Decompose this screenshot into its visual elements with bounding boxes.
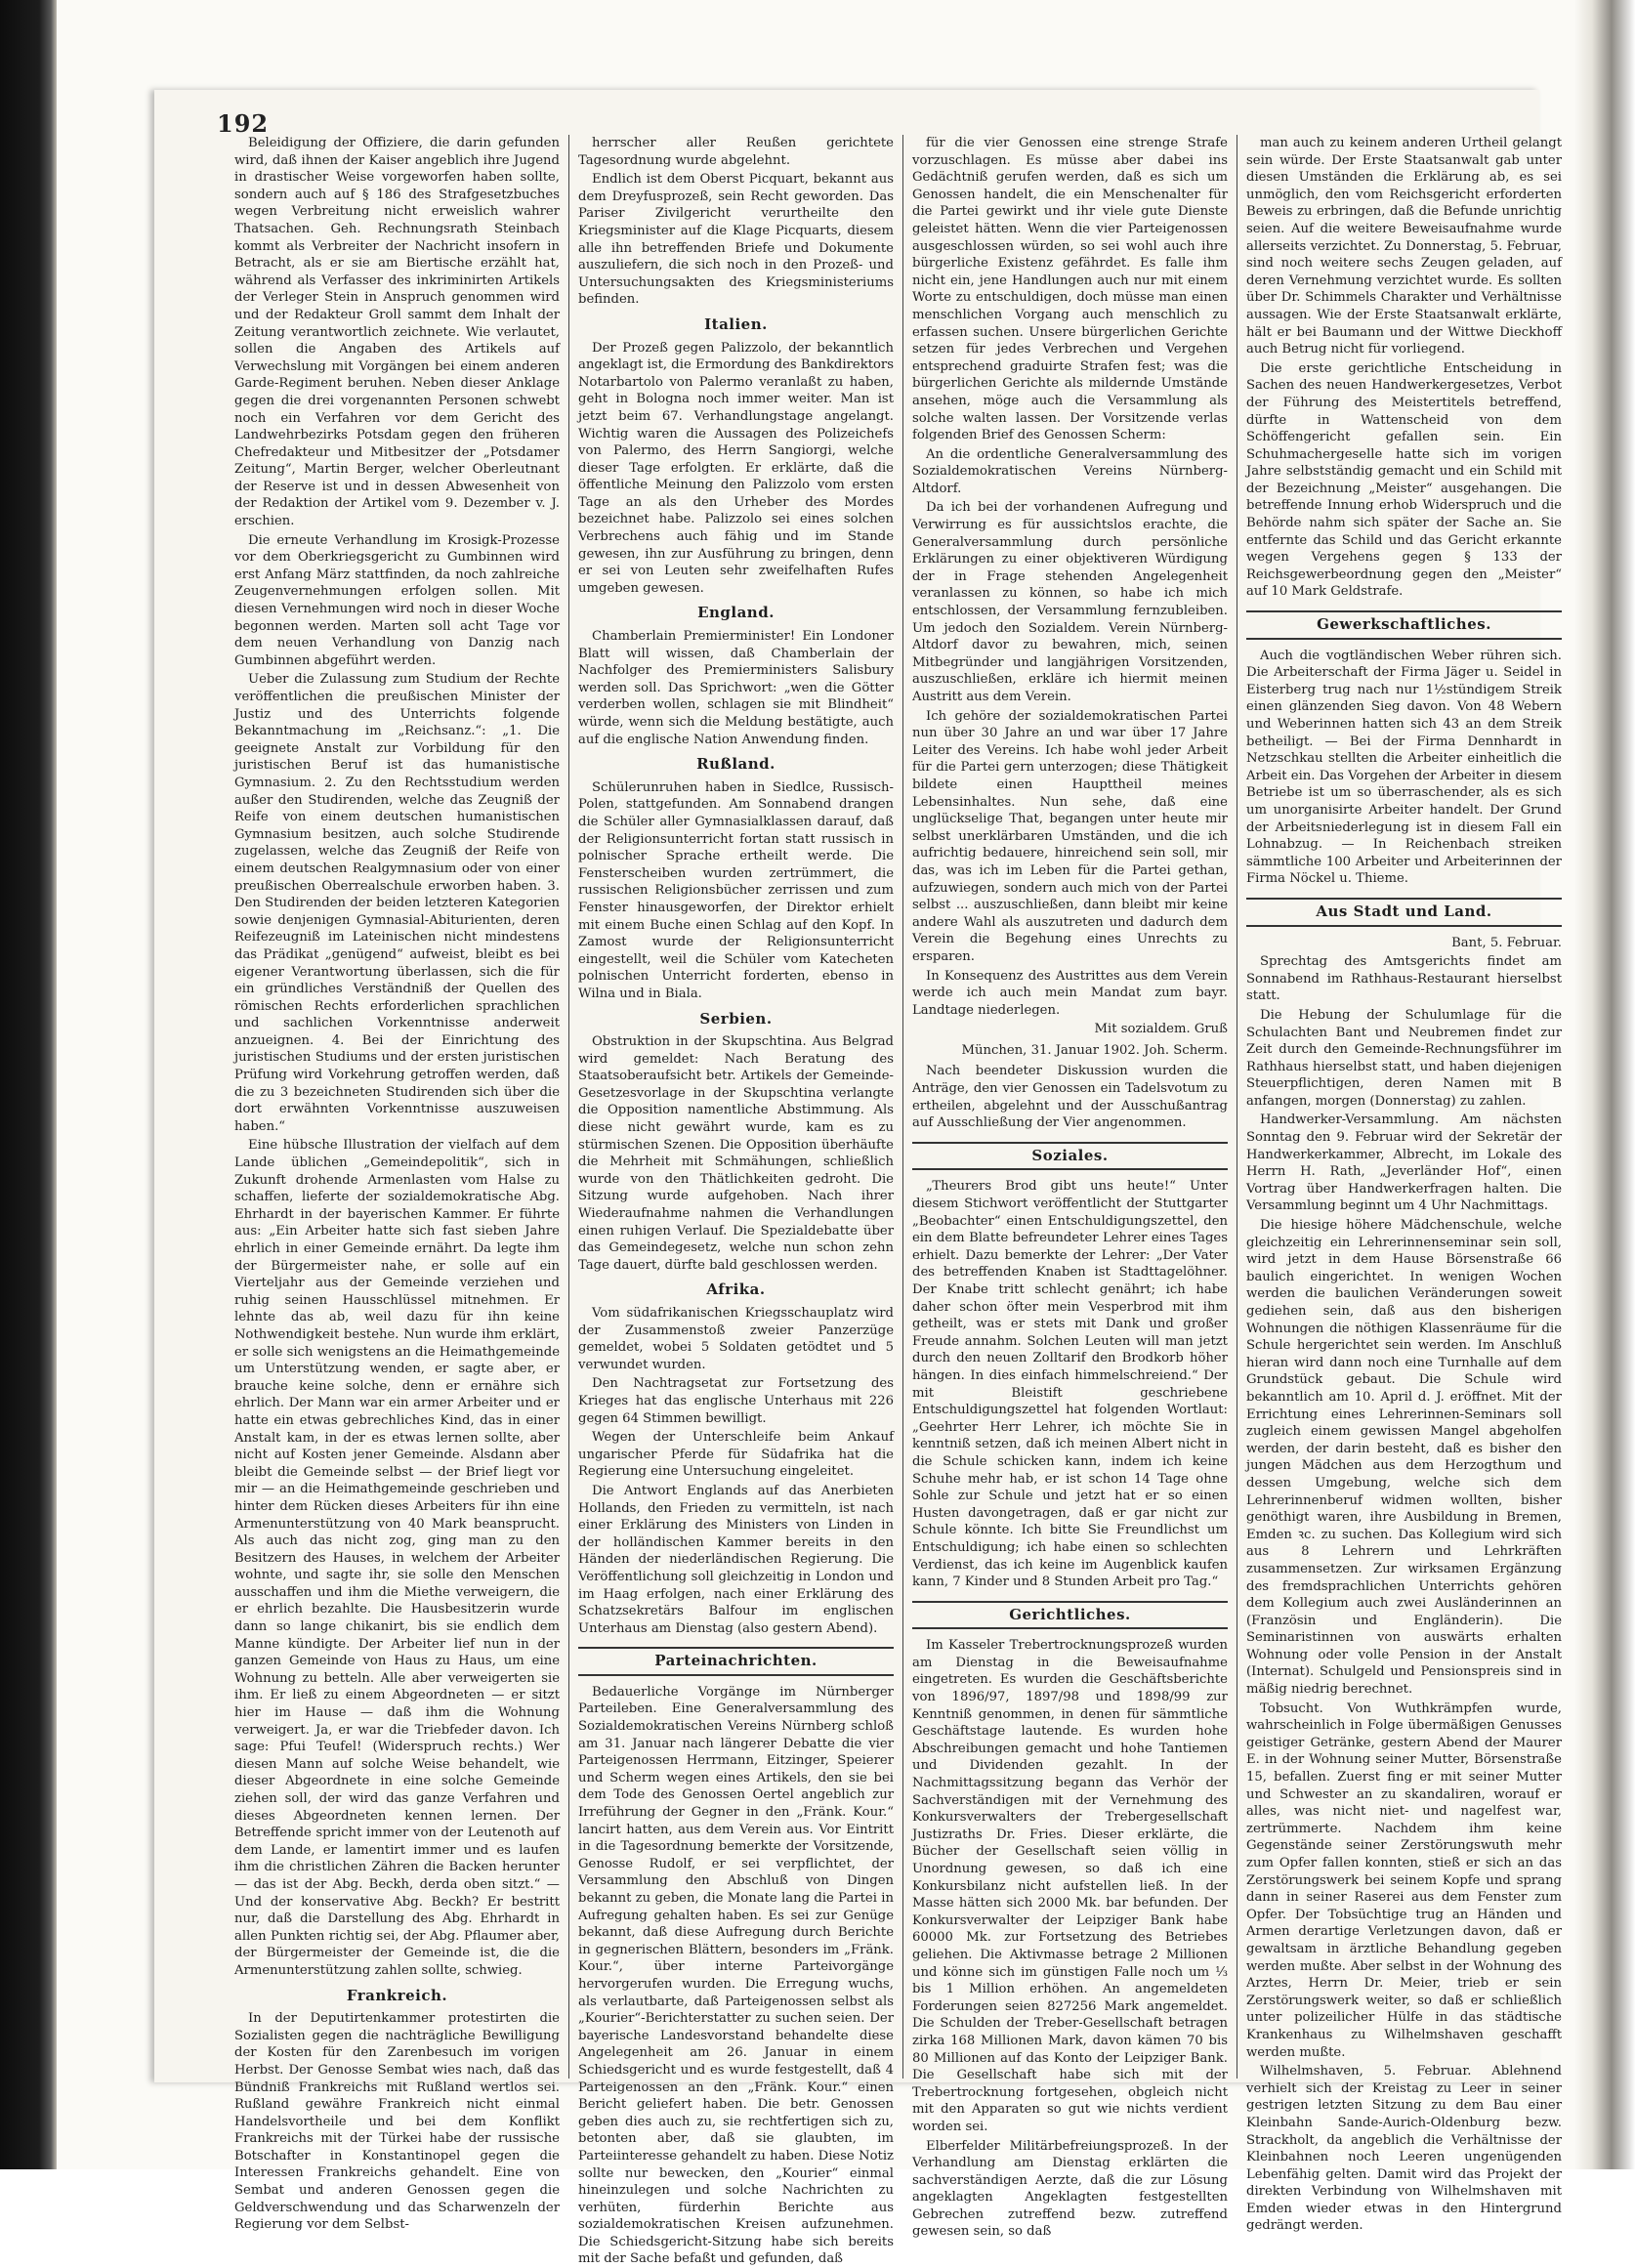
dateline: Bant, 5. Februar. (1451, 935, 1562, 950)
article-paragraph: Die Antwort Englands auf das Anerbieten Hollands, den Frieden zu vermitteln, ist nach einer Erklärung des Ministers von Linden in der holländischen Kammer bereits in den Händen der niederländischen Regierung. Die Veröffentlichung soll gleichzeitig in London und im Haag erfolgen, nach einer Erklärung des Schatzsekretärs Balfour im englischen Unterhaus am Dienstag (also gestern Abend). (578, 1483, 894, 1636)
text-columns (234, 135, 1571, 2267)
article-paragraph: An die ordentliche Generalversammlung des Sozialdemokratischen Vereins Nürnberg-Altdorf. (912, 446, 1228, 496)
article-paragraph: Der Prozeß gegen Palizzolo, der bekanntlich angeklagt ist, die Ermordung des Bankdirektors Notarbartolo von Palermo veranlaßt zu haben, geht in Bologna noch immer weiter. Man ist jetzt beim 67. Verhandlungstage angelangt. Wichtig waren die Aussagen des Polizeichefs von Palermo, des Herrn Sangiorgi, welche dieser Tage erfolgten. Er erklärte, daß die öffentliche Meinung den Palizzolo vom ersten Tage an als den Urheber des Mordes bezeichnet habe. Palizzolo sei eines solchen Verbrechens auch fähig und im Stande gewesen, ihn zur Ausführung zu bringen, denn er sei von Leuten sehr zweifelhaften Rufes umgeben gewesen. (578, 340, 894, 596)
section-heading-boxed: Soziales. (912, 1142, 1228, 1171)
section-heading: Rußland. (696, 755, 776, 774)
article-paragraph: Nach beendeter Diskussion wurden die Anträge, den vier Genossen ein Tadelsvotum zu ertheilen, abgelehnt und der Ausschußantrag auf Ausschließung der Vier angenommen. (912, 1064, 1228, 1131)
article-paragraph: Ueber die Zulassung zum Studium der Rechte veröffentlichen die preußischen Minister der Justiz und des Unterrichts folgende Bekanntmachung im „Reichsanz.“: „1. Die geeignete Anstalt zur Vorbildung für den juristischen Beruf ist das humanistische Gymnasium. 2. Zu den Rechtsstudium werden außer den Studirenden, welche das Zeugniß der Reife von einem deutschen humanistischen Gymnasium besitzen, auch solche Studirende zugelassen, welche das Zeugniß der Reife von einem deutschen Realgymnasium oder von einer preußischen Oberrealschule erworben haben. 3. Den Studirenden der beiden letzteren Kategorien sowie denjenigen Gymnasial-Abiturienten, deren Reifezeugniß im Lateinischen nicht mindestens das Prädikat „genügend“ aufweist, bleibt es bei eigener Verantwortung überlassen, sich die für ein gründliches Verständniß der Quellen des römischen Rechts erforderlichen sprachlichen und sachlichen Vorkenntnisse anderweit anzueignen. 4. Bei der Einrichtung des juristischen Studiums und der ersten juristischen Prüfung wird Vorkehrung getroffen werden, daß die zu 3 bezeichneten Studirenden sich über die dort erwähnten Vorkenntnisse auszuweisen haben.“ (234, 672, 560, 1134)
article-paragraph: „Theurers Brod gibt uns heute!“ Unter diesem Stichwort veröffentlicht der Stuttgarter „Beobachter“ einen Entschuldigungszettel, den ein dem Blatte befreundeter Lehrer eines Tages erhielt. Dazu bemerkte der Lehrer: „Der Vater des betreffenden Knaben ist Stadttagelöhner. Der Knabe tritt schlecht genährt; ich habe daher schon öfter mein Vesperbrod mit ihm getheilt, was er stets mit Dank und großer Freude annahm. Solchen Leuten will man jetzt durch den neuen Zolltarif den Brodkorb höher hängen. In dies einfach himmelschreiend.“ Der mit Bleistift geschriebene Entschuldigungszettel hat folgenden Wortlaut: „Geehrter Herr Lehrer, ich möchte Sie in kenntniß setzen, daß ich meinen Albert nicht in die Schule schicken kann, indem ich keine Schuhe mehr hab, er ist schon 14 Tage ohne Sohle zur Schule und jetzt hat er so einen Husten davongetragen, daß er gar nicht zur Schule könnte. Ich bitte Sie Freundlichst um Entschuldigung; ich habe einen so schlechten Verdienst, das ich keine im Augenblick kaufen kann, 7 Kinder und 8 Stunden Arbeit pro Tag.“ (912, 1179, 1228, 1590)
book-binding-left (0, 0, 57, 2169)
column-4 (1237, 135, 1571, 2234)
article-paragraph: Beleidigung der Offiziere, die darin gefunden wird, daß ihnen der Kaiser angeblich ihre Jugend in drastischer Weise vorgeworfen haben sollte, sondern auch auf § 186 des Strafgesetzbuches wegen Verbreitung nicht erweislich wahrer Thatsachen. Geh. Rechnungsrath Steinbach kommt als Verbreiter der Nachricht insofern in Betracht, als er sie am Biertische erzählt hat, während als Verfasser des inkriminirten Artikels der Verleger Stein in Anspruch genommen wird und der Redakteur Groll sammt dem Inhalt der Zeitung verantwortlich zeichnete. Wie verlautet, sollen die Angaben des Artikels auf Verwechslung mit Vorgängen bei einem anderen Garde-Regiment beruhen. Neben dieser Anklage gegen die drei vorgenannten Personen schwebt noch ein Verfahren vor dem Gericht des Landwehrbezirks Potsdam gegen den früheren Chefredakteur und Mitbesitzer der „Potsdamer Zeitung“, Martin Berger, welcher Oberleutnant der Reserve ist und in dessen Abwesenheit von der Redaktion der Artikel vom 9. Dezember v. J. erschien. (234, 136, 560, 529)
article-paragraph: Handwerker-Versammlung. Am nächsten Sonntag den 9. Februar wird der Sekretär der Handwerkerkammer, Albrecht, im Lokale des Herrn H. Rath, „Jeverländer Hof“, einen Vortrag über Handwerkerfragen halten. Die Versammlung beginnt um 4 Uhr Nachmittags. (1246, 1113, 1562, 1214)
book-binding-right (1574, 0, 1635, 2169)
section-heading-boxed: Aus Stadt und Land. (1246, 898, 1562, 927)
article-paragraph: Auch die vogtländischen Weber rühren sich. Die Arbeiterschaft der Firma Jäger u. Seidel in Eisterberg trug nach nur 1½stündigem Streik einen glänzenden Sieg davon. Von 48 Webern und Weberinnen hatten sich 43 an dem Streik betheiligt. — Bei der Firma Dennhardt in Netzschkau stellten die Arbeiter einheitlich die Arbeit ein. Das Vorgehen der Arbeiter in diesem Betriebe ist um so überraschender, als es sich um unorganisirte Arbeiter handelt. Der Grund der Arbeitsniederlegung ist in diesem Fall ein Lohnabzug. — In Reichenbach streiken sämmtliche 100 Arbeiter und Arbeiterinnen der Firma Nöckel u. Thieme. (1246, 648, 1562, 887)
article-paragraph: Schülerunruhen haben in Siedlce, Russisch-Polen, stattgefunden. Am Sonnabend drangen die Schüler aller Gymnasialklassen darauf, daß der Religionsunterricht fortan statt russisch in polnischer Sprache ertheilt werde. Die Fensterscheiben wurden zertrümmert, die russischen Religionsbücher zerrissen und zum Fenster hinausgeworfen, der Direktor erhielt mit einem Buche einen Schlag auf den Kopf. In Zamost wurde der Religionsunterricht eingestellt, weil die Schüler vom Katecheten polnischen Unterricht forderten, ebenso in Wilna und in Biala. (578, 779, 894, 1001)
section-heading-boxed: Parteinachrichten. (578, 1647, 894, 1676)
article-paragraph: Da ich bei der vorhandenen Aufregung und Verwirrung es für aussichtslos erachte, die Generalversammlung durch persönliche Erklärungen zu einer objektiveren Würdigung der in Frage stehenden Angelegenheit veranlassen zu können, so habe ich mich entschlossen, der Versammlung fernzubleiben. Um jedoch den Sozialdem. Verein Nürnberg-Altdorf davor zu bewahren, mich, seinen Mitbegründer und langjährigen Vorsitzenden, auszuschließen, erkläre ich hiermit meinen Austritt aus dem Verein. (912, 500, 1228, 704)
article-paragraph: Obstruktion in der Skupschtina. Aus Belgrad wird gemeldet: Nach Beratung des Staatsoberaufsicht betr. Artikels der Gemeinde-Gesetzesvorlage in der Skupschtina verlangte die Opposition namentliche Abstimmung. Als diese nicht gewährt wurde, kam es zu stürmischen Szenen. Die Opposition überhäufte die Mehrheit mit Schmähungen, schließlich wurde von den Thätlichkeiten gedroht. Die Sitzung wurde aufgehoben. Nach ihrer Wiederaufnahme nahmen die Verhandlungen einen ruhigen Verlauf. Die Spezialdebatte über das Gemeindegesetz, welche nun schon zehn Tage dauert, dürfte bald geschlossen werden. (578, 1034, 894, 1273)
article-paragraph: Die Hebung der Schulumlage für die Schulachten Bant und Neubremen findet zur Zeit durch den Gemeinde-Rechnungsführer im Rathhaus hierselbst statt, und haben diejenigen Steuerpflichtigen, deren Namen mit B anfangen, morgen (Donnerstag) zu zahlen. (1246, 1007, 1562, 1109)
article-paragraph: Ich gehöre der sozialdemokratischen Partei nun über 30 Jahre an und war über 17 Jahre Leiter des Vereins. Ich habe wohl jeder Arbeit für die Partei gern unterzogen; diese Thätigkeit bildete einen Haupttheil meines Lebensinhaltes. Nun sehe, daß eine unglückselige That, begangen unter heute mir selbst unerklärbaren Umständen, und die ich aufrichtig bedauere, hinreichend sein soll, mir das, was ich im Leben für die Partei gethan, aufzuwiegen, sondern auch mich von der Partei selbst ... auszuschließen, dann bleibt mir keine andere Wahl als auszutreten und dadurch dem Verein die Begehung eines Unrechts zu ersparen. (912, 708, 1228, 964)
section-heading-boxed: Gerichtliches. (912, 1601, 1228, 1630)
section-heading: Italien. (704, 315, 768, 333)
article-paragraph: Eine hübsche Illustration der vielfach auf dem Lande üblichen „Gemeindepolitik“, sich in Zukunft drohende Armenlasten vom Halse zu schaffen, lieferte der sozialdemokratische Abg. Ehrhardt in der bayerischen Kammer. Er führte aus: „Ein Arbeiter hatte sich fast sieben Jahre ehrlich in einer Gemeinde ernährt. Da legte ihm der Bürgermeister nahe, er solle auf ein Vierteljahr aus der Gemeinde verziehen und ruhig seinen Hausschlüssel mitnehmen. Er lehnte das ab, weil dazu für ihn keine Nothwendigkeit bestehe. Nun wurde ihm erklärt, er solle sich wenigstens an die Heimathgemeinde um Unterstützung wenden, er sagte aber, er brauche keine solche, denn er ernähre sich ehrlich. Der Mann war ein armer Arbeiter und er hatte ein etwas gebrechliches Kind, das in einer Anstalt kam, in der es etwas lernen sollte, aber nicht auf Kosten jener Gemeinde. Alsdann aber bleibt die Gemeinde selbst — der Brief liegt vor mir — an die Heimathgemeinde geschrieben und hinter dem Rücken dieses Arbeiters für ihn eine Armenunterstützung von 40 Mark beansprucht. Als auch das nicht zog, ging man zu den Besitzern des Hauses, in welchem der Arbeiter wohnte, und sagte ihr, sie solle den Menschen ausschaffen und ihm die Miethe verweigern, die er ehrlich bezahlte. Die Hausbesitzerin wurde dann so lange chikanirt, bis sie endlich dem Manne kündigte. Der Arbeiter lief nun in der ganzen Gemeinde von Haus zu Haus, um eine Wohnung zu betteln. Alle aber verweigerten sie ihm. Er ließ zu einem Abgeordneten — er sitzt hier im Hause — daß ihm die Wohnung verweigert. Ja, er war die Triebfeder davon. Ich sage: Pfui Teufel! (Widerspruch rechts.) Wer diesen Mann auf solche Weise behandelt, wie dieser Abgeordnete in eine solche Gemeinde ziehen soll, der wird das ganze Verfahren und dieses Abgeordneten kennen lernen. Der Betreffende spricht immer von der Leutenoth auf dem Lande, er lamentirt immer und es laufen ihm die christlichen Zähren die Backen herunter — das ist der Abg. Beckh, derda oben sitzt.“ — Und der konservative Abg. Beckh? Er bestritt nur, daß die Darstellung des Abg. Ehrhardt in allen Punkten richtig sei, der Abg. Pflaumer aber, der Bürgermeister der Gemeinde ist, die die Armenunterstützung zahlen sollte, schwieg. (234, 1138, 560, 1978)
article-paragraph: Tobsucht. Von Wuthkrämpfen wurde, wahrscheinlich in Folge übermäßigen Genusses geistiger Getränke, gestern Abend der Maurer E. in der Wohnung seiner Mutter, Börsenstraße 15, befallen. Zuerst fing er mit seiner Mutter und Schwester an zu skandaliren, worauf er alles, was nicht niet- und nagelfest war, zertrümmerte. Nachdem ihm keine Gegenstände seiner Zerstörungswuth mehr zum Opfer fallen konnten, stieß er sich an das Zerstörungswerk bei seinem Kopfe und sprang dann in seiner Raserei aus dem Fenster zum Opfer. Der Tobsüchtige trug an Händen und Armen derartige Verletzungen davon, daß er gewaltsam in ärztliche Behandlung gegeben werden mußte. Aber selbst in der Wohnung des Arztes, Herrn Dr. Meier, trieb er sein Zerstörungswerk weiter, so daß er schließlich unter polizeilicher Hülfe in das städtische Krankenhaus zu Wilhelmshaven geschafft werden mußte. (1246, 1701, 1562, 2060)
article-paragraph: In der Deputirtenkammer protestirten die Sozialisten gegen die nachträgliche Bewilligung der Kosten für den Zarenbesuch im vorigen Herbst. Der Genosse Sembat wies nach, daß das Bündniß Frankreichs mit Rußland wertlos sei. Rußland gewähre Frankreich nicht einmal Handelsvortheile und bei dem Konflikt Frankreichs mit der Türkei habe der russische Botschafter in Konstantinopel gegen die Interessen Frankreichs gehandelt. Eine von Sembat und anderen Genossen gegen die Geldverschwendung und das Scharwenzeln der Regierung vor dem Selbst- (234, 2011, 560, 2233)
article-paragraph: Elberfelder Militärbefreiungsprozeß. In der Verhandlung am Dienstag erklärten die sachverständigen Aerzte, daß die zur Lösung angeklagten Angeklagten festgestellten Gebrechen zutreffend bezw. zutreffend gewesen sein, so daß (912, 2138, 1228, 2240)
column-3 (902, 135, 1237, 2240)
article-paragraph: Im Kasseler Trebertrocknungsprozeß wurden am Dienstag in die Beweisaufnahme eingetreten. Es wurden die Geschäftsberichte von 1896/97, 1897/98 und 1898/99 zur Kenntniß genommen, in denen für sämmtliche Geschäftstage lautende. Es wurden hohe Abschreibungen gemacht und hohe Tantiemen und Dividenden gezahlt. In der Nachmittagssitzung begann das Verhör der Sachverständigen mit der Vernehmung des Konkursverwalters der Trebergesellschaft Justizraths Dr. Fries. Dieser erklärte, die Bücher der Gesellschaft seien völlig in Unordnung gewesen, so daß ich eine Konkursbilanz nicht aufstellen ließ. In der Masse hätten sich 2000 Mk. bar befunden. Der Konkursverwalter der Leipziger Bank habe 60000 Mk. zur Fortsetzung des Betriebes geliehen. Die Aktivmasse betrage 2 Millionen und könne sich im günstigen Falle noch um ⅓ bis 1 Million erhöhen. An angemeldeten Forderungen seien 827256 Mark angemeldet. Die Schulden der Treber-Gesellschaft betragen zirka 168 Millionen Mark, davon kämen 70 bis 80 Millionen auf das Konto der Leipziger Bank. Die Gesellschaft habe sich mit der Trebertrocknung fortgesehen, obgleich nicht mit den Apparaten so gut wie nichts verdient worden sei. (912, 1638, 1228, 2134)
section-heading: England. (697, 604, 775, 622)
article-paragraph: für die vier Genossen eine strenge Strafe vorzuschlagen. Es müsse aber dabei ins Gedächtniß gerufen werden, daß es sich um Genossen handelt, die ein Menschenalter für die Partei gewirkt und ihr viele gute Dienste geleistet hätten. Wenn die vier Parteigenossen ausgeschlossen würden, so sei wohl auch ihre bürgerliche Existenz gefährdet. Es falle ihm nicht ein, jene Handlungen auch nur mit einem Worte zu entschuldigen, doch müsse man einen menschlichen Vorgang auch menschlich zu erfassen suchen. Unsere bürgerlichen Gerichte setzen für jedes Verbrechen und Vergehen entsprechend graduirte Strafen fest; was die bürgerlichen Gerichte als mildernde Umstände ansehen, möge auch die Versammlung als solche walten lassen. Der Vorsitzende verlas folgenden Brief des Genossen Scherm: (912, 136, 1228, 443)
column-1 (234, 135, 568, 2233)
article-paragraph: Wegen der Unterschleife beim Ankauf ungarischer Pferde für Südafrika hat die Regierung eine Untersuchung eingeleitet. (578, 1430, 894, 1480)
article-paragraph: Den Nachtragsetat zur Fortsetzung des Krieges hat das englische Unterhaus mit 226 gegen 64 Stimmen bewilligt. (578, 1376, 894, 1426)
section-heading: Serbien. (699, 1009, 773, 1028)
article-paragraph: Chamberlain Premierminister! Ein Londoner Blatt will wissen, daß Chamberlain der Nachfolger des Premierministers Salisbury werden soll. Das Sprichwort: „wen die Götter verderben wollen, schlagen sie mit Blindheit“ würde, wenn sich die Meldung bestätigte, auch auf die englische Nation Anwendung finden. (578, 629, 894, 747)
article-paragraph: Bedauerliche Vorgänge im Nürnberger Parteileben. Eine Generalversammlung des Sozialdemokratischen Vereins Nürnberg schloß am 31. Januar nach längerer Debatte die vier Parteigenossen Herrmann, Eitzinger, Speierer und Scherm wegen eines Artikels, den sie bei dem Tode des Genossen Oertel angeblich zur Irreführung der Gegner in den „Fränk. Kour.“ lancirt hatten, aus dem Verein aus. Vor Eintritt in die Tagesordnung bemerkte der Vorsitzende, Genosse Rudolf, er sei verpflichtet, der Versammlung den Abschluß von Dingen bekannt zu geben, die Monate lang die Partei in Aufregung gehalten haben. Es sei zur Genüge bekannt, daß diese Aufregung durch Berichte in gegnerischen Blättern, besonders im „Fränk. Kour.“, über interne Parteivorgänge hervorgerufen wurden. Die Erregung wuchs, als verlautbarte, daß Parteigenossen selbst als „Kourier“-Berichterstatter zu suchen seien. Der bayerische Landesvorstand behandelte diese Angelegenheit am 26. Januar in einem Schiedsgericht und es wurde festgestellt, daß 4 Parteigenossen an den „Fränk. Kour.“ einen Bericht geliefert haben. Die betr. Genossen geben dies auch zu, sie rechtfertigen sich zu, betonten aber, daß sie glaubten, im Parteiinteresse gehandelt zu haben. Diese Notiz sollte nur bewecken, den „Kourier“ einmal hineinzulegen und solche Nachrichten zu verhüten, fürderhin Berichte aus sozialdemokratischen Kreisen aufzunehmen. Die Schiedsgericht-Sitzung habe sich bereits mit der Sache befaßt und gefunden, daß (578, 1684, 894, 2267)
section-heading-boxed: Gewerkschaftliches. (1246, 610, 1562, 640)
article-paragraph: herrscher aller Reußen gerichtete Tagesordnung wurde abgelehnt. (578, 136, 894, 168)
column-2 (568, 135, 902, 2267)
section-heading: Frankreich. (346, 1986, 448, 2004)
page-number: 192 (217, 109, 270, 138)
article-paragraph: Vom südafrikanischen Kriegsschauplatz wird der Zusammenstoß zweier Panzerzüge gemeldet, wobei 5 Soldaten getödtet und 5 verwundet wurden. (578, 1306, 894, 1372)
article-paragraph: Die erneute Verhandlung im Krosigk-Prozesse vor dem Oberkriegsgericht zu Gumbinnen wird erst Anfang März stattfinden, da noch zahlreiche Zeugenvernehmungen erfolgen sollen. Mit diesen Vernehmungen wird noch in dieser Woche begonnen werden. Marten soll acht Tage vor dem neuen Verhandlung von Danzig nach Gumbinnen abgeführt werden. (234, 532, 560, 668)
article-paragraph: Die erste gerichtliche Entscheidung in Sachen des neuen Handwerkergesetzes, Verbot der Führung des Meistertitels betreffend, dürfte in Wattenscheid von dem Schöffengericht gefallen sein. Ein Schuhmachergeselle hatte sich im vorigen Jahre selbstständig gemacht und ein Schild mit der Bezeichnung „Meister“ ausgehangen. Die betreffende Innung erhob Widerspruch und die Behörde nahm sich später der Sache an. Sie entfernte das Schild und das Gericht erkannte wegen Vergehens gegen § 133 der Reichsgewerbeordnung gegen den „Meister“ auf 10 Mark Geldstrafe. (1246, 360, 1562, 600)
article-paragraph: In Konsequenz des Austrittes aus dem Verein werde ich auch mein Mandat zum bayr. Landtage niederlegen. (912, 968, 1228, 1018)
section-heading: Afrika. (706, 1281, 766, 1299)
article-paragraph: Endlich ist dem Oberst Picquart, bekannt aus dem Dreyfusprozeß, sein Recht geworden. Das Pariser Zivilgericht verurtheilte den Kriegsminister auf die Klage Picquarts, diesem alle ihn betreffenden Briefe und Dokumente auszuliefern, die sich noch in den Prozeß- und Untersuchungsakten des Kriegsministeriums befinden. (578, 172, 894, 308)
article-paragraph: Die hiesige höhere Mädchenschule, welche gleichzeitig ein Lehrerinnenseminar sein soll, wird jetzt in dem Hause Börsenstraße 66 baulich eingerichtet. In wenigen Wochen werden die baulichen Veränderungen soweit gediehen sein, daß aus den bisherigen Wohnungen die nöthigen Klassenräume für die Schule hergerichtet sein werden. Im Anschluß hieran wird dann noch eine Turnhalle auf dem Grundstück gebaut. Die Schule wird bekanntlich am 10. April d. J. eröffnet. Mit der Errichtung eines Lehrerinnen-Seminars soll zugleich einem gewissen Mangel abgeholfen werden, der darin besteht, daß es bisher den jungen Mädchen aus dem Herzogthum und dessen Umgebung, welche sich dem Lehrerinnenberuf widmen wollten, bisher genöthigt waren, ihre Ausbildung in Bremen, Emden ꝛc. zu suchen. Das Kollegium wird sich aus 8 Lehrern und Lehrkräften zusammensetzen. Zur wirksamen Ergänzung des fremdsprachlichen Unterrichts gehören dem Kollegium auch zwei Ausländerinnen an (Französin und Engländerin). Die Seminaristinnen von auswärts erhalten Wohnung oder volle Pension in der Anstalt (Internat). Schulgeld und Pensionspreis sind in mäßig niedrig berechnet. (1246, 1218, 1562, 1698)
signature-line: München, 31. Januar 1902. Joh. Scherm. (961, 1042, 1228, 1058)
article-paragraph: Sprechtag des Amtsgerichts findet am Sonnabend im Rathhaus-Restaurant hierselbst statt. (1246, 954, 1562, 1004)
article-paragraph: man auch zu keinem anderen Urtheil gelangt sein würde. Der Erste Staatsanwalt gab unter diesen Umständen die Erklärung ab, es sei unmöglich, den vom Reichsgericht erforderten Beweis zu erbringen, daß die Befunde unrichtig seien. Auf die weitere Beweisaufnahme wurde allerseits verzichtet. Zu Donnerstag, 5. Februar, sind noch weitere sechs Zeugen geladen, auf deren Vernehmung verzichtet wurde. Es sollten über Dr. Schimmels Charakter und Verhältnisse aussagen. Wie der Erste Staatsanwalt erklärte, hält er bei Baumann und der Wittwe Dieckhoff auch Betrug nicht für vorliegend. (1246, 136, 1562, 357)
signature-line: Mit sozialdem. Gruß (1094, 1022, 1228, 1037)
article-paragraph: Wilhelmshaven, 5. Februar. Ablehnend verhielt sich der Kreistag zu Leer in seiner gestrigen letzten Sitzung zu dem Bau einer Kleinbahn Sande-Aurich-Oldenburg bezw. Strackholt, da angeblich die Verhältnisse der Kleinbahnen noch Leeren ungenügenden Lebenfähig gelten. Damit wird das Projekt der direkten Verbindung von Wilhelmshaven mit Emden wieder etwas in den Hintergrund gedrängt werden. (1246, 2064, 1562, 2234)
